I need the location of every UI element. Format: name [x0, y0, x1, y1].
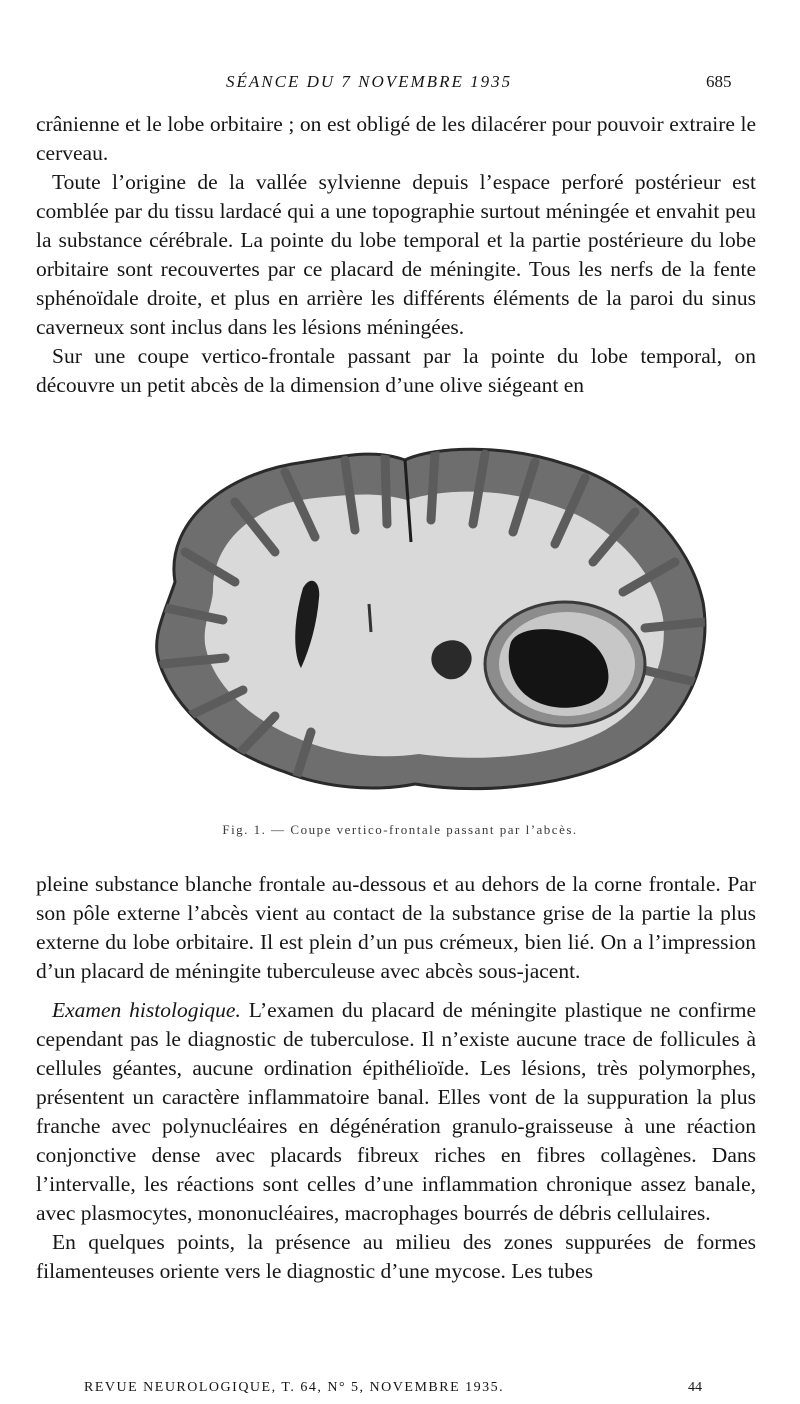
- paragraph-5: [36, 996, 756, 1228]
- page-footer: [0, 1380, 800, 1402]
- body-text-top: [36, 110, 756, 400]
- paragraph-3: Sur une coupe vertico-frontale passant par la pointe du lobe temporal, on découvre un petit abcès de la dimension d’une olive siégeant en: [36, 344, 756, 397]
- running-head: [0, 72, 800, 98]
- brain-section-image: [115, 432, 715, 810]
- paragraph-2: Toute l’origine de la vallée sylvienne depuis l’espace perforé postérieur est comblée par du tissu lardacé qui a une topographie surtout méningée et envahit peu la substance cérébrale. La pointe du lobe temporal et la partie postérieure du lobe orbitaire sont recouvertes par ce placard de méningite. Tous les nerfs de la fente sphénoïdale droite, et plus en arrière les différents éléments de la paroi du sinus caverneux sont inclus dans les lésions méningées.: [36, 170, 756, 339]
- running-title: SÉANCE DU 7 NOVEMBRE 1935: [226, 72, 513, 91]
- paragraph-6: En quelques points, la présence au milieu des zones suppurées de formes filamenteuses oriente vers le diagnostic d’une mycose. Les tubes: [36, 1230, 756, 1283]
- section-heading-histology: Examen histologique.: [52, 998, 241, 1022]
- page-number: 685: [706, 72, 732, 91]
- paragraph-5-text: L’examen du placard de méningite plastique ne confirme cependant pas le diagnostic de tuberculose. Il n’existe aucune trace de follicules à cellules géantes, aucune ordination épithélioïde. Les lésions, très polymorphes, présentent un caractère inflammatoire banal. Elles vont de la suppuration la plus franche avec polynucléaires en dégénération granulo-graisseuse à une réaction conjonctive dense avec placards fibreux riches en fibres collagènes. Dans l’intervalle, les réactions sont celles d’une inflammation chronique assez banale, avec plasmocytes, mononucléaires, macrophages bourrés de débris cellulaires.: [36, 998, 756, 1225]
- brain-section-figure: [115, 432, 715, 810]
- body-text-bottom: [36, 870, 756, 1286]
- signature-mark: 44: [688, 1380, 702, 1395]
- figure-caption: Fig. 1. — Coupe vertico-frontale passant par l’abcès.: [222, 822, 578, 837]
- paragraph-4: pleine substance blanche frontale au-dessous et au dehors de la corne frontale. Par son pôle externe l’abcès vient au contact de la substance grise de la partie la plus externe du lobe orbitaire. Il est plein d’un pus crémeux, bien lié. On a l’impression d’un placard de méningite tuberculeuse avec abcès sous-jacent.: [36, 872, 756, 983]
- paragraph-1: crânienne et le lobe orbitaire ; on est obligé de les dilacérer pour pouvoir extraire le cerveau.: [36, 112, 756, 165]
- journal-reference: REVUE NEUROLOGIQUE, T. 64, N° 5, NOVEMBRE 1935.: [84, 1380, 505, 1395]
